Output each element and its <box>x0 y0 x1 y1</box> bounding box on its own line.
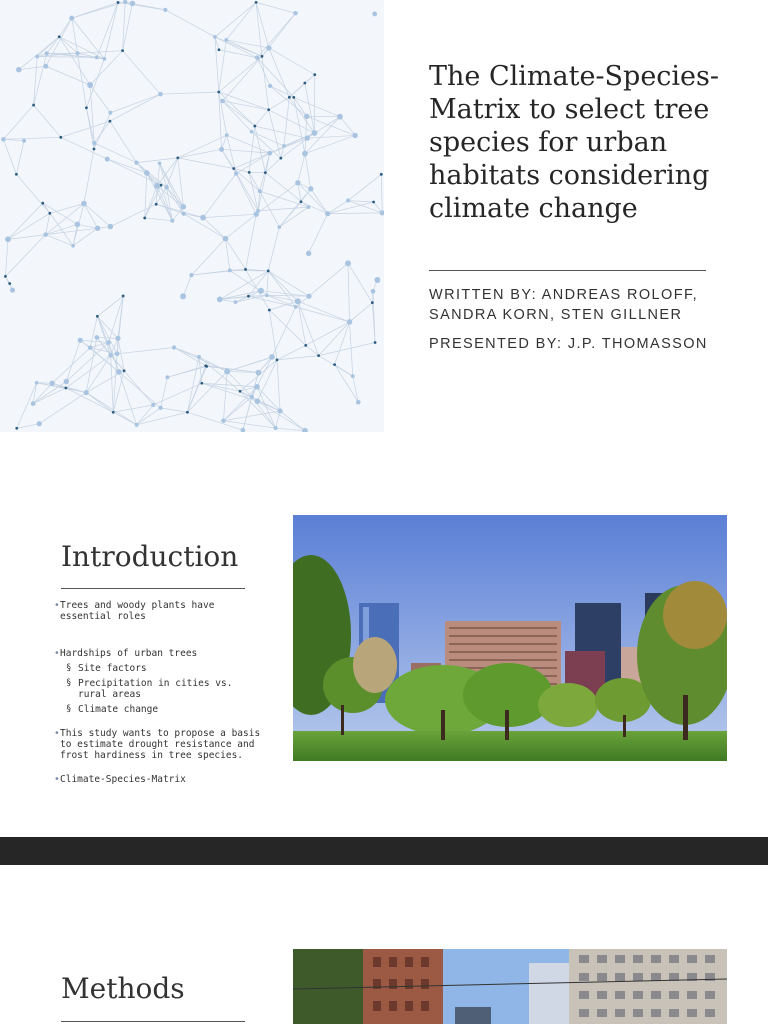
written-by-text: WRITTEN BY: ANDREAS ROLOFF, SANDRA KORN, STEN GILLNER <box>429 287 699 323</box>
sub-bullet-marker: § <box>66 663 72 673</box>
network-background-image <box>0 0 384 432</box>
methods-heading: Methods <box>61 972 185 1005</box>
presented-by-text: PRESENTED BY: J.P. THOMASSON <box>429 336 708 352</box>
title-slide <box>0 0 768 432</box>
methods-divider <box>61 1021 245 1022</box>
bullet-marker: • <box>54 600 60 611</box>
list-item <box>54 774 264 785</box>
introduction-heading: Introduction <box>61 540 239 573</box>
sub-bullet-text: Precipitation in cities vs. rural areas <box>78 678 233 700</box>
sub-bullet-marker: § <box>66 704 72 714</box>
city-buildings-photo <box>293 949 727 1024</box>
list-item <box>54 600 264 622</box>
city-park-photo <box>293 515 727 761</box>
sub-bullet-marker: § <box>66 678 72 688</box>
bullet-marker: • <box>54 774 60 785</box>
sub-list-item <box>54 704 264 715</box>
introduction-bullet-list <box>54 600 264 789</box>
introduction-divider <box>61 588 245 589</box>
bullet-marker: • <box>54 648 60 659</box>
list-item <box>54 728 264 761</box>
methods-slide <box>0 865 768 1024</box>
bullet-text: Hardships of urban trees <box>60 648 198 659</box>
introduction-slide <box>0 432 768 837</box>
bullet-text: This study wants to propose a basis to estimate drought resistance and frost hardiness in tree species. <box>60 728 261 761</box>
sub-list-item <box>54 678 264 700</box>
sub-bullet-text: Climate change <box>78 704 159 715</box>
bullet-text: Trees and woody plants have essential roles <box>60 600 215 622</box>
list-item <box>54 648 264 659</box>
bullet-marker: • <box>54 728 60 739</box>
slide-separator-band <box>0 837 768 865</box>
sub-bullet-text: Site factors <box>78 663 147 674</box>
bullet-text: Climate-Species-Matrix <box>60 774 186 785</box>
sub-list-item <box>54 663 264 674</box>
title-divider <box>429 270 706 271</box>
presentation-title: The Climate-Species-Matrix to select tree species for urban habitats considering climate change <box>429 61 720 224</box>
network-lines <box>3 2 382 431</box>
